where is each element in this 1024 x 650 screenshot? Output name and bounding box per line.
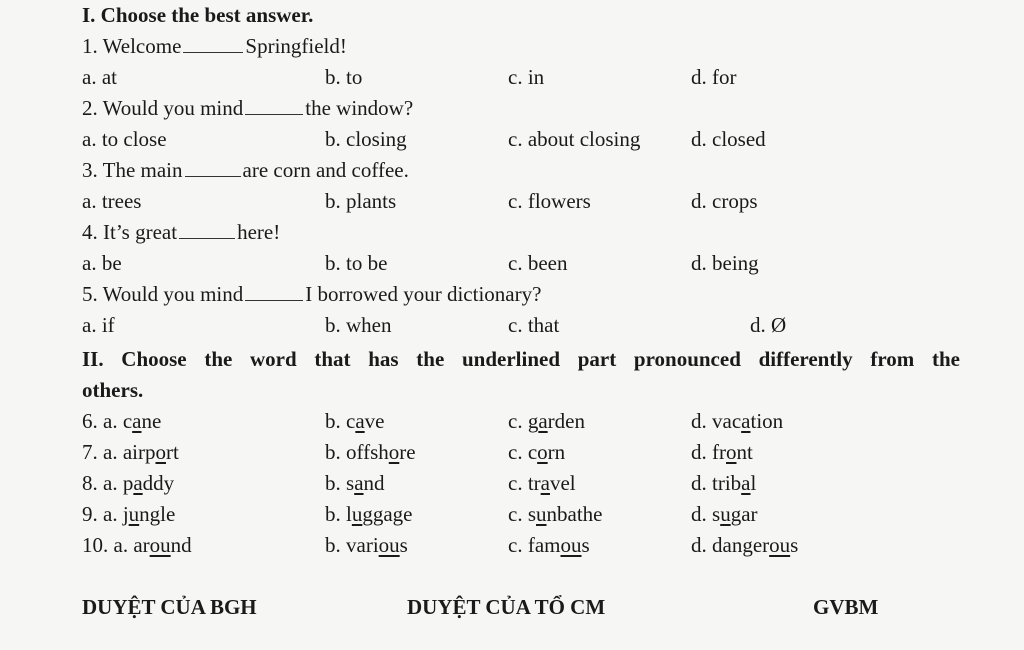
question-8-options [82, 468, 842, 499]
question-1-options [82, 62, 802, 93]
option-d: d. being [691, 251, 759, 275]
option-a: 7. a. airport [82, 440, 179, 464]
option-a: a. to close [82, 127, 167, 151]
option-d: d. front [691, 440, 753, 464]
option-a: a. if [82, 313, 115, 337]
option-b: b. various [325, 533, 408, 557]
signature-bgh: DUYỆT CỦA BGH [82, 595, 257, 619]
signature-to-cm: DUYỆT CỦA TỔ CM [407, 595, 606, 619]
underlined-part: o [726, 440, 737, 464]
option-d: d. tribal [691, 471, 757, 495]
part2-heading-continued: others. [82, 378, 144, 402]
underlined-part: ou [378, 533, 400, 557]
option-d: d. for [691, 65, 737, 89]
question-2-options [82, 124, 802, 155]
option-c: c. in [508, 65, 545, 89]
underlined-part: u [536, 502, 547, 526]
option-a: 6. a. cane [82, 409, 162, 433]
part2-heading: II. Choose the word that has the underlined part pronounced differently from the [82, 347, 960, 371]
underlined-part: a [132, 409, 142, 433]
option-d: d. sugar [691, 502, 758, 526]
question-7-options [82, 437, 842, 468]
option-a: 10. a. around [82, 533, 192, 557]
option-b: b. cave [325, 409, 385, 433]
question-4-options [82, 248, 802, 279]
option-b: b. offshore [325, 440, 416, 464]
option-c: c. that [508, 313, 560, 337]
question-5-options [82, 310, 842, 341]
question-1: 1. Welcome Springfield! [82, 34, 347, 58]
part1-heading: I. Choose the best answer. [82, 3, 314, 27]
underlined-part: a [538, 409, 548, 433]
underlined-part: u [720, 502, 731, 526]
option-d: d. closed [691, 127, 766, 151]
underlined-part: o [537, 440, 548, 464]
underlined-part: o [155, 440, 166, 464]
underlined-part: a [355, 409, 365, 433]
option-c: c. famous [508, 533, 590, 557]
question-9-options [82, 499, 842, 530]
option-c: c. flowers [508, 189, 591, 213]
question-2: 2. Would you mind the window? [82, 96, 414, 120]
option-d: d. vacation [691, 409, 784, 433]
question-4: 4. It’s great here! [82, 220, 281, 244]
underlined-part: a [741, 409, 751, 433]
option-d: d. dangerous [691, 533, 799, 557]
underlined-part: a [133, 471, 143, 495]
question-10-options [82, 530, 842, 561]
option-a: 8. a. paddy [82, 471, 175, 495]
option-b: b. to [325, 65, 363, 89]
question-3: 3. The main are corn and coffee. [82, 158, 409, 182]
underlined-part: a [540, 471, 550, 495]
option-b: b. sand [325, 471, 385, 495]
option-c: c. been [508, 251, 568, 275]
option-c: c. corn [508, 440, 566, 464]
option-b: b. plants [325, 189, 397, 213]
underlined-part: u [128, 502, 140, 526]
option-a: a. trees [82, 189, 142, 213]
question-5: 5. Would you mind I borrowed your dictionary? [82, 282, 542, 306]
signature-gvbm: GVBM [813, 595, 879, 619]
option-b: b. to be [325, 251, 388, 275]
option-a: a. be [82, 251, 122, 275]
option-d: d. crops [691, 189, 758, 213]
question-6-options [82, 406, 842, 437]
option-c: c. travel [508, 471, 576, 495]
option-c: c. about closing [508, 127, 641, 151]
underlined-part: ou [769, 533, 791, 557]
underlined-part: ou [149, 533, 171, 557]
option-a: a. at [82, 65, 117, 89]
option-b: b. when [325, 313, 392, 337]
option-d: d. Ø [750, 313, 787, 337]
option-c: c. sunbathe [508, 502, 603, 526]
underlined-part: u [351, 502, 363, 526]
option-a: 9. a. jungle [82, 502, 176, 526]
option-b: b. luggage [325, 502, 413, 526]
underlined-part: o [388, 440, 400, 464]
option-b: b. closing [325, 127, 407, 151]
option-c: c. garden [508, 409, 585, 433]
underlined-part: a [741, 471, 751, 495]
underlined-part: a [354, 471, 364, 495]
underlined-part: ou [560, 533, 582, 557]
question-3-options [82, 186, 802, 217]
